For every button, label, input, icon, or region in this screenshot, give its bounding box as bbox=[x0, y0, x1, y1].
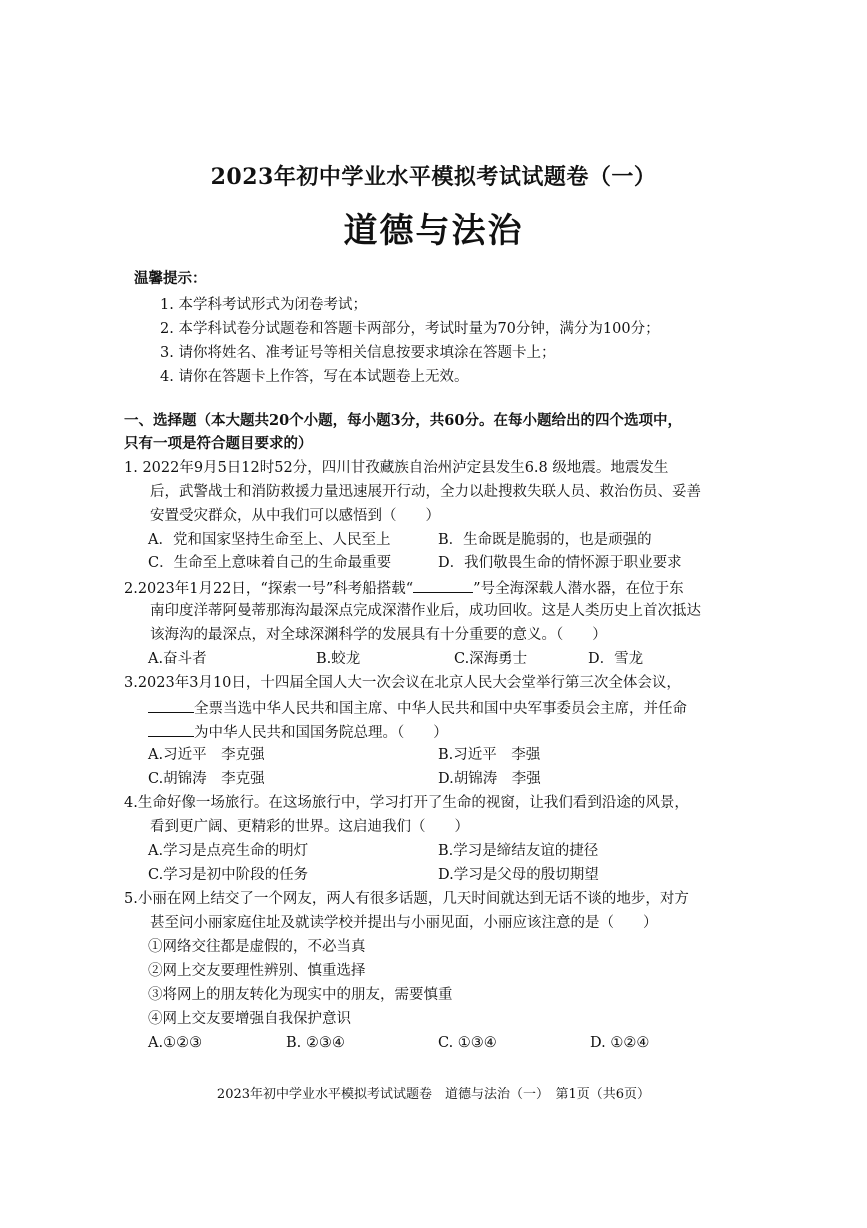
q3-option-c: C.胡锦涛 李克强 bbox=[148, 771, 265, 787]
q5-statement: ④网上交友要增强自我保护意识 bbox=[148, 1011, 351, 1027]
q1-option-d: D．我们敬畏生命的情怀源于职业要求 bbox=[438, 555, 682, 571]
q1-option-b: B．生命既是脆弱的，也是顽强的 bbox=[438, 532, 652, 548]
q5-option-d: D. ①②④ bbox=[590, 1035, 650, 1051]
question-5-line: 5.小丽在网上结交了一个网友，两人有很多话题，几天时间就达到无话不谈的地步，对方 bbox=[124, 891, 689, 907]
q5-option-c: C. ①③④ bbox=[438, 1035, 497, 1051]
fill-blank bbox=[148, 724, 194, 737]
question-2-text: 2.2023年1月22日，“探索一号”科考船搭载“ bbox=[124, 581, 414, 597]
question-1-line: 后，武警战士和消防救援力量迅速展开行动，全力以赴搜救失联人员、救治伤员、妥善 bbox=[150, 484, 701, 500]
q5-statement: ①网络交往都是虚假的，不必当真 bbox=[148, 939, 366, 955]
section-heading: 只有一项是符合题目要求的） bbox=[124, 435, 313, 452]
q4-option-d: D.学习是父母的殷切期望 bbox=[438, 867, 599, 883]
question-3-text: 全票当选中华人民共和国主席、中华人民共和国中央军事委员会主席，并任命 bbox=[194, 701, 687, 717]
tip-item: 2. 本学科试卷分试题卷和答题卡两部分，考试时量为70分钟，满分为100分； bbox=[160, 321, 660, 337]
tip-item: 4. 请你在答题卡上作答，写在本试题卷上无效。 bbox=[160, 369, 469, 385]
q5-statement: ②网上交友要理性辨别、慎重选择 bbox=[148, 963, 366, 979]
q4-option-c: C.学习是初中阶段的任务 bbox=[148, 867, 309, 883]
question-4-line: 4.生命好像一场旅行。在这场旅行中，学习打开了生命的视窗，让我们看到沿途的风景， bbox=[124, 795, 689, 811]
fill-blank bbox=[148, 700, 194, 713]
question-3-line bbox=[148, 700, 687, 717]
question-2-line bbox=[124, 580, 684, 597]
tip-item: 1. 本学科考试形式为闭卷考试； bbox=[160, 297, 367, 313]
question-3-line: 3.2023年3月10日，十四届全国人大一次会议在北京人民大会堂举行第三次全体会议， bbox=[124, 675, 681, 691]
q4-option-a: A.学习是点亮生命的明灯 bbox=[148, 843, 309, 859]
q5-statement: ③将网上的朋友转化为现实中的朋友，需要慎重 bbox=[148, 987, 453, 1003]
fill-blank bbox=[413, 580, 473, 593]
question-3-line bbox=[148, 724, 448, 741]
question-2-line: 南印度洋蒂阿曼蒂那海沟最深点完成深潜作业后，成功回收。这是人类历史上首次抵达 bbox=[150, 603, 701, 619]
question-1-line: 1. 2022年9月5日12时52分，四川甘孜藏族自治州泸定县发生6.8 级地震。地震发生 bbox=[124, 460, 669, 476]
question-2-line: 该海沟的最深点，对全球深渊科学的发展具有十分重要的意义。（ ） bbox=[150, 627, 607, 643]
question-1-line: 安置受灾群众，从中我们可以感悟到（ ） bbox=[150, 508, 440, 524]
q1-option-c: C．生命至上意味着自己的生命最重要 bbox=[148, 555, 392, 571]
q2-option-b: B.蛟龙 bbox=[316, 651, 361, 667]
section-heading: 一、选择题（本大题共20个小题，每小题3分，共60分。在每小题给出的四个选项中， bbox=[124, 412, 682, 429]
q2-option-d: D．雪龙 bbox=[588, 651, 644, 667]
q1-option-a: A．党和国家坚持生命至上、人民至上 bbox=[148, 532, 391, 548]
exam-title: 2023年初中学业水平模拟考试试题卷（一） bbox=[210, 164, 657, 190]
q2-option-a: A.奋斗者 bbox=[148, 651, 207, 667]
tips-heading: 温馨提示： bbox=[134, 270, 207, 287]
tip-item: 3. 请你将姓名、准考证号等相关信息按要求填涂在答题卡上； bbox=[160, 345, 556, 361]
page-footer: 2023年初中学业水平模拟考试试题卷 道德与法治（一） 第1页（共6页） bbox=[216, 1087, 651, 1102]
q2-option-c: C.深海勇士 bbox=[454, 651, 528, 667]
question-2-text: ”号全海深载人潜水器，在位于东 bbox=[473, 581, 684, 597]
question-5-line: 甚至问小丽家庭住址及就读学校并提出与小丽见面，小丽应该注意的是（ ） bbox=[150, 915, 658, 931]
subject-title: 道德与法治 bbox=[343, 211, 524, 251]
q4-option-b: B.学习是缔结友谊的捷径 bbox=[438, 843, 599, 859]
q3-option-a: A.习近平 李克强 bbox=[148, 747, 265, 763]
q3-option-d: D.胡锦涛 李强 bbox=[438, 771, 541, 787]
question-3-text: 为中华人民共和国国务院总理。（ ） bbox=[194, 725, 448, 741]
q5-option-b: B. ②③④ bbox=[286, 1035, 345, 1051]
question-4-line: 看到更广阔、更精彩的世界。这启迪我们（ ） bbox=[150, 819, 469, 835]
q3-option-b: B.习近平 李强 bbox=[438, 747, 541, 763]
q5-option-a: A.①②③ bbox=[148, 1035, 203, 1051]
